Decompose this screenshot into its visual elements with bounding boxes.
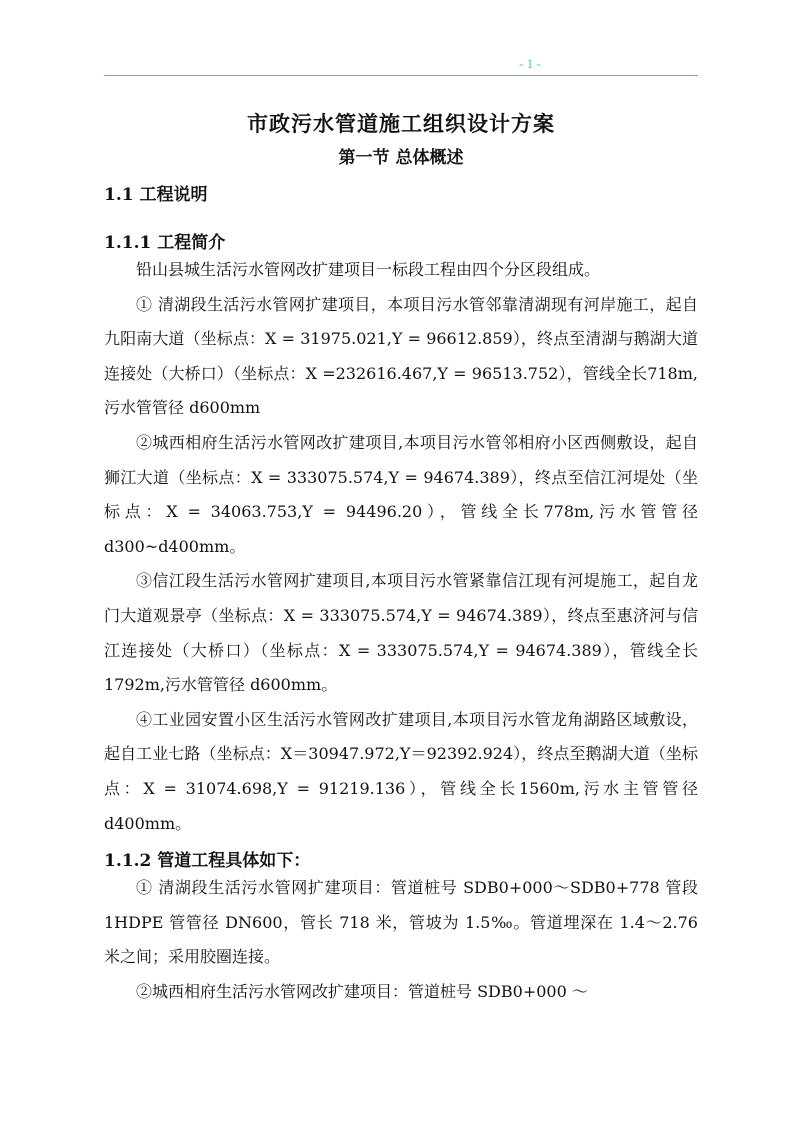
document-title: 市政污水管道施工组织设计方案 bbox=[247, 111, 555, 136]
pipe-details-text bbox=[104, 871, 698, 1009]
intro-paragraph: 铅山县城生活污水管网改扩建项目一标段工程由四个分区段组成。 bbox=[136, 260, 601, 279]
header-rule bbox=[104, 75, 698, 76]
item-paragraph: ②城西相府生活污水管网改扩建项目,本项目污水管邻相府小区西侧敷设，起自狮江大道（坐标点：X = 333075.574,Y = 94674.389），终点至信江河堤处（坐标点：X = 34063.753,Y = 94496.20），管线全长778m,污水管管径 d300~d400mm。 bbox=[104, 432, 698, 556]
item-paragraph: ④工业园安置小区生活污水管网改扩建项目,本项目污水管龙角湖路区域敷设，起自工业七路（坐标点：X＝30947.972,Y＝92392.924），终点至鹅湖大道（坐标点：X = 31074.698,Y = 91219.136），管线全长1560m,污水主管管径 d400mm。 bbox=[104, 709, 698, 833]
heading-1-1-2: 1.1.2 管道工程具体如下： bbox=[104, 851, 311, 871]
heading-1-1: 1.1 工程说明 bbox=[104, 185, 208, 205]
pipe-item-paragraph: ① 清湖段生活污水管网扩建项目：管道桩号 SDB0+000～SDB0+778 管段 1HDPE 管管径 DN600，管长 718 米，管坡为 1.5‰。管道埋深在 1.4～2.76 米之间；采用胶圈连接。 bbox=[104, 878, 698, 967]
page-number: - 1 - bbox=[519, 56, 541, 71]
project-overview-text bbox=[104, 253, 698, 841]
item-paragraph: ① 清湖段生活污水管网扩建项目，本项目污水管邻靠清湖现有河岸施工，起自九阳南大道（坐标点：X = 31975.021,Y = 96612.859），终点至清湖与鹅湖大道连接处（大桥口）（坐标点：X =232616.467,Y = 96513.752），管线全长718m,污水管管径 d600mm bbox=[104, 294, 698, 418]
heading-1-1-1: 1.1.1 工程简介 bbox=[104, 233, 226, 253]
item-paragraph: ③信江段生活污水管网扩建项目,本项目污水管紧靠信江现有河堤施工，起自龙门大道观景亭（坐标点：X = 333075.574,Y = 94674.389），终点至惠济河与信江连接处（大桥口）（坐标点：X = 333075.574,Y = 94674.389），管线全长1792m,污水管管径 d600mm。 bbox=[104, 571, 698, 695]
section-title: 第一节 总体概述 bbox=[338, 148, 464, 168]
pipe-item-paragraph: ②城西相府生活污水管网改扩建项目：管道桩号 SDB0+000 ～ bbox=[136, 981, 588, 1001]
